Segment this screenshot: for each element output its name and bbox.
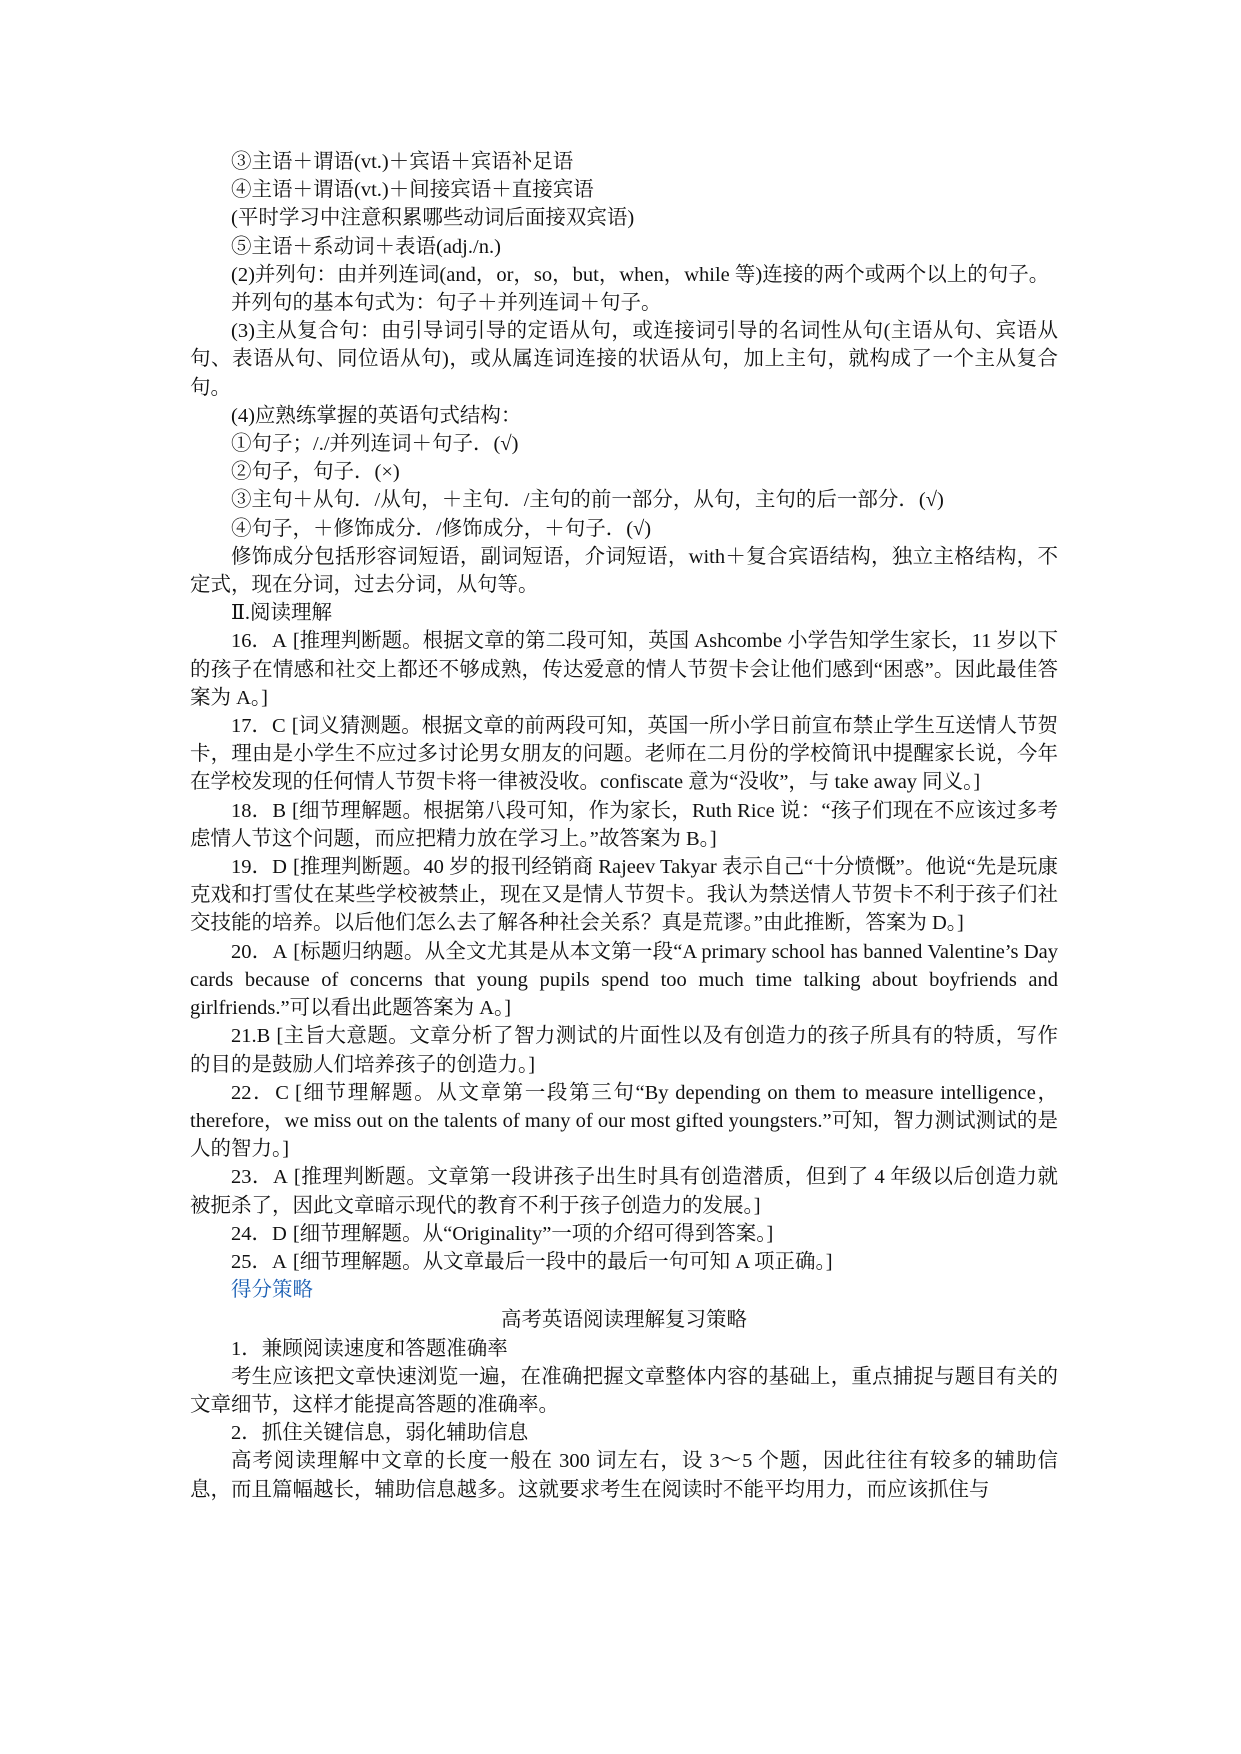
answer-explanation: [词义猜测题。根据文章的前两段可知，英国一所小学日前宣布禁止学生互送情人节贺卡，理由是小学生不应过多讨论男女朋友的问题。老师在二月份的学校简讯中提醒家长说，今年在学校发现的任何情人节贺卡将一律被没收。confiscate 意为“没收”，与 take away 同义。] <box>190 715 1058 794</box>
structures-title: (4)应熟练掌握的英语句式结构： <box>231 404 522 427</box>
answer-explanation: [推理判断题。文章第一段讲孩子出生时具有创造潜质，但到了 4 年级以后创造力就被扼杀了，因此文章暗示现代的教育不利于孩子创造力的发展。] <box>190 1166 1058 1217</box>
answer-number: 21.B <box>231 1025 271 1048</box>
answer-list <box>190 627 1058 1276</box>
answer-item <box>190 712 1058 797</box>
sentence-pattern-5: ⑤主语＋系动词＋表语(adj./n.) <box>231 235 501 258</box>
answer-item <box>190 1248 1058 1276</box>
answer-explanation: [推理判断题。40 岁的报刊经销商 Rajeev Takyar 表示自己“十分愤慨”。他说“先是玩康克戏和打雪仗在某些学校被禁止，现在又是情人节贺卡。我认为禁送情人节贺卡不利于孩子们社交技能的培养。以后他们怎么去了解各种社会关系？真是荒谬。”由此推断，答案为 D。] <box>190 856 1058 935</box>
strategy-heading-2: 2．抓住关键信息，弱化辅助信息 <box>231 1422 529 1445</box>
modifiers-note: 修饰成分包括形容词短语，副词短语，介词短语，with＋复合宾语结构，独立主格结构，不定式，现在分词，过去分词，从句等。 <box>190 545 1058 597</box>
strategy-title: 高考英语阅读理解复习策略 <box>501 1309 747 1332</box>
answer-item <box>190 1163 1058 1219</box>
answer-item <box>190 1079 1058 1164</box>
strategy-paragraph-2: 高考阅读理解中文章的长度一般在 300 词左右，设 3～5 个题，因此往往有较多的辅助信息，而且篇幅越长，辅助信息越多。这就要求考生在阅读时不能平均用力，而应该抓住与 <box>190 1450 1058 1501</box>
answer-number: 16．A <box>231 630 287 653</box>
answer-item <box>190 853 1058 938</box>
answer-explanation: [主旨大意题。文章分析了智力测试的片面性以及有创造力的孩子所具有的特质，写作的目的是鼓励人们培养孩子的创造力。] <box>190 1025 1058 1076</box>
structure-2: ②句子，句子．(×) <box>231 461 400 484</box>
answer-number: 17．C <box>231 715 286 738</box>
answer-number: 22．C <box>231 1081 289 1104</box>
answer-number: 25．A <box>231 1250 287 1273</box>
sentence-pattern-4: ④主语＋谓语(vt.)＋间接宾语＋直接宾语 <box>231 179 594 202</box>
strategy-heading-1: 1．兼顾阅读速度和答题准确率 <box>231 1337 508 1360</box>
answer-item <box>190 1022 1058 1078</box>
answer-item <box>190 797 1058 853</box>
answer-item <box>190 1220 1058 1248</box>
document-page <box>190 148 1058 1504</box>
answer-explanation: [细节理解题。从文章最后一段中的最后一句可知 A 项正确。] <box>292 1250 833 1273</box>
structure-1: ①句子；/./并列连词＋句子．(√) <box>231 433 519 456</box>
answer-explanation: [细节理解题。从文章第一段第三句“By depending on them to measure intelligence，therefore，we miss out on the talents of many of our most gifted youngsters.”可知，智力测试测试的是人的智力。] <box>190 1081 1058 1161</box>
answer-number: 23．A <box>231 1166 288 1189</box>
answer-item <box>190 627 1058 712</box>
compound-sentence-definition: (2)并列句：由并列连词(and，or，so，but，when，while 等)连接的两个或两个以上的句子。 <box>231 263 1050 286</box>
structure-4: ④句子，＋修饰成分．/修饰成分，＋句子．(√) <box>231 517 652 540</box>
answer-number: 20．A <box>231 940 288 963</box>
answer-explanation: [标题归纳题。从全文尤其是从本文第一段“A primary school has banned Valentine’s Day cards because of concerns that young pupils spend too much time talking about boyfriends and girlfriends.”可以看出此题答案为 A。] <box>190 940 1058 1020</box>
answer-item <box>190 938 1058 1023</box>
strategy-paragraph-1: 考生应该把文章快速浏览一遍，在准确把握文章整体内容的基础上，重点捕捉与题目有关的文章细节，这样才能提高答题的准确率。 <box>190 1365 1058 1416</box>
sentence-pattern-3: ③主语＋谓语(vt.)＋宾语＋宾语补足语 <box>231 151 574 173</box>
answer-number: 24．D <box>231 1222 287 1245</box>
strategy-label: 得分策略 <box>231 1279 313 1302</box>
sentence-pattern-4-note: (平时学习中注意积累哪些动词后面接双宾语) <box>231 207 635 230</box>
answer-explanation: [细节理解题。从“Originality”一项的介绍可得到答案。] <box>292 1222 774 1245</box>
answer-number: 18．B <box>231 799 287 822</box>
answer-explanation: [推理判断题。根据文章的第二段可知，英国 Ashcombe 小学告知学生家长，11 岁以下的孩子在情感和社交上都还不够成熟，传达爱意的情人节贺卡会让他们感到“困惑”。因此最佳答案为 A。] <box>190 630 1058 709</box>
answer-explanation: [细节理解题。根据第八段可知，作为家长，Ruth Rice 说：“孩子们现在不应该过多考虑情人节这个问题，而应把精力放在学习上。”故答案为 B。] <box>190 799 1058 850</box>
structure-3: ③主句＋从句．/从句，＋主句．/主句的前一部分，从句，主句的后一部分．(√) <box>231 489 944 512</box>
section-reading-comprehension: Ⅱ.阅读理解 <box>231 602 333 625</box>
complex-sentence-definition: (3)主从复合句：由引导词引导的定语从句，或连接词引导的名词性从句(主语从句、宾语从句、表语从句、同位语从句)，或从属连词连接的状语从句，加上主句，就构成了一个主从复合句。 <box>190 320 1058 399</box>
compound-sentence-pattern: 并列句的基本句式为：句子＋并列连词＋句子。 <box>231 292 662 315</box>
answer-number: 19．D <box>231 856 287 879</box>
